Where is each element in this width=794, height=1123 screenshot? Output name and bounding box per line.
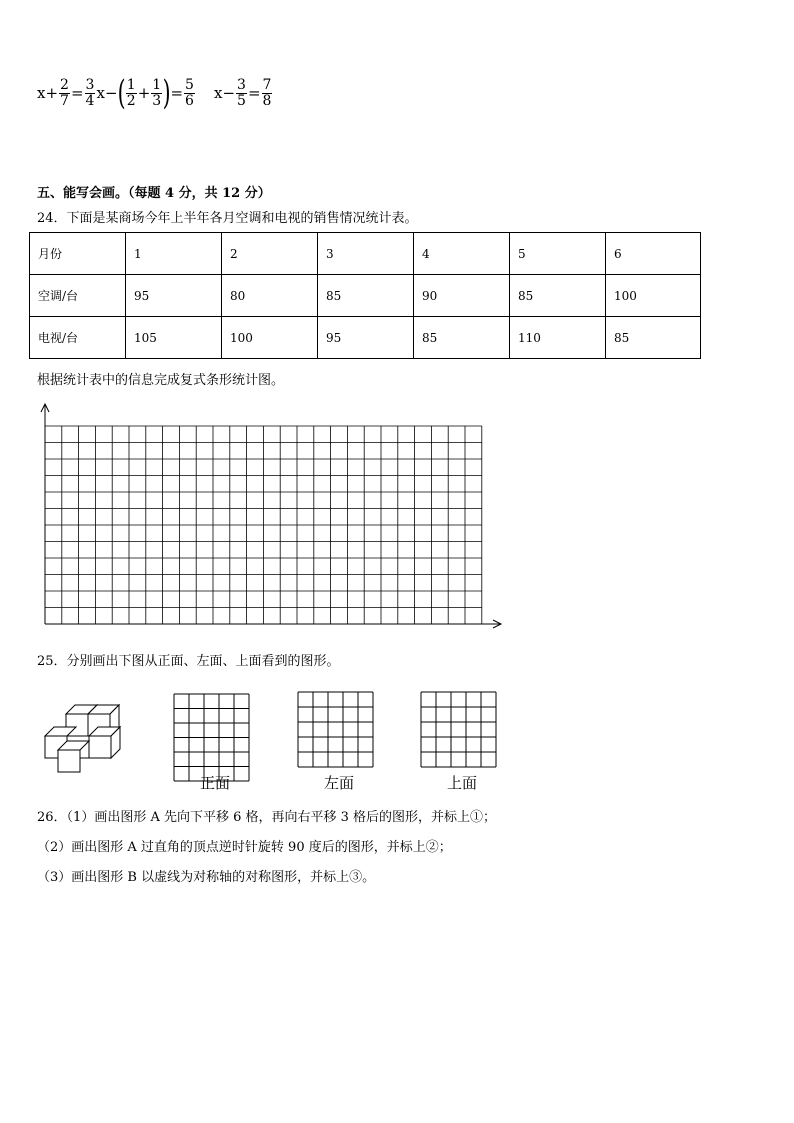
table-cell: 空调/台 — [30, 275, 126, 317]
numerator: 1 — [152, 76, 162, 93]
denominator: 2 — [126, 92, 136, 109]
view-label-top: 上面 — [447, 774, 478, 792]
table-cell: 95 — [318, 317, 414, 359]
table-row — [30, 233, 701, 275]
table-cell: 80 — [222, 275, 318, 317]
table-cell: 电视/台 — [30, 317, 126, 359]
q26-part2: （2）画出图形 A 过直角的顶点逆时针旋转 90 度后的图形，并标上②； — [37, 840, 452, 855]
equation-line — [37, 73, 273, 113]
table-row — [30, 275, 701, 317]
minus-sign: − — [222, 83, 236, 102]
left-paren: ( — [117, 73, 126, 113]
denominator: 5 — [237, 92, 246, 109]
denominator: 8 — [262, 92, 272, 109]
plus-sign: + — [45, 83, 59, 102]
variable-x: x — [96, 83, 105, 102]
table-cell: 100 — [222, 317, 318, 359]
sales-table — [29, 232, 701, 359]
eq2-x: x — [213, 83, 223, 102]
fraction — [262, 78, 273, 109]
denominator: 3 — [152, 92, 162, 109]
table-cell: 2 — [222, 233, 318, 275]
fraction — [126, 78, 137, 109]
section-title: 五、能写会画。（每题 4 分，共 12 分） — [37, 186, 271, 201]
q26-part1: 26．（1）画出图形 A 先向下平移 6 格，再向右平移 3 格后的图形，并标上①； — [37, 810, 497, 825]
plus-sign: + — [137, 83, 151, 102]
fraction — [151, 78, 162, 109]
q24-instruction: 根据统计表中的信息完成复式条形统计图。 — [37, 373, 285, 388]
table-cell: 3 — [318, 233, 414, 275]
view-label-left: 左面 — [324, 774, 355, 792]
equals-sign: = — [247, 83, 261, 102]
table-cell: 95 — [126, 275, 222, 317]
table-cell: 100 — [606, 275, 701, 317]
cube-stack-icon — [45, 705, 120, 772]
table-cell: 110 — [510, 317, 606, 359]
left-view-grid — [298, 692, 373, 767]
table-row — [30, 317, 701, 359]
numerator: 7 — [262, 76, 272, 93]
fraction — [236, 78, 247, 109]
table-cell: 月份 — [30, 233, 126, 275]
denominator: 4 — [85, 92, 95, 109]
eq1-x: x — [37, 83, 46, 102]
numerator: 1 — [126, 76, 136, 93]
denominator: 6 — [185, 92, 194, 109]
numerator: 5 — [185, 76, 194, 93]
table-cell: 4 — [414, 233, 510, 275]
fraction — [85, 78, 96, 109]
numerator: 3 — [85, 76, 95, 93]
table-cell: 1 — [126, 233, 222, 275]
table-cell: 105 — [126, 317, 222, 359]
q26-part3: （3）画出图形 B 以虚线为对称轴的对称图形，并标上③。 — [37, 870, 376, 885]
equals-sign: = — [170, 83, 184, 102]
numerator: 3 — [237, 76, 246, 93]
table-cell: 5 — [510, 233, 606, 275]
equals-sign: = — [70, 83, 84, 102]
front-view-grid — [174, 694, 249, 781]
table-cell: 85 — [318, 275, 414, 317]
table-cell: 6 — [606, 233, 701, 275]
right-paren: ) — [162, 73, 171, 113]
fraction — [184, 78, 195, 109]
top-view-grid — [421, 692, 496, 767]
denominator: 7 — [60, 92, 69, 109]
q25-prompt: 25．分别画出下图从正面、左面、上面看到的图形。 — [37, 654, 340, 669]
numerator: 2 — [60, 76, 69, 93]
table-cell: 90 — [414, 275, 510, 317]
minus-sign: − — [104, 83, 118, 102]
table-cell: 85 — [510, 275, 606, 317]
view-label-front: 正面 — [200, 774, 231, 792]
q25-figures — [40, 688, 520, 798]
blank-chart-grid — [36, 400, 506, 630]
table-cell: 85 — [414, 317, 510, 359]
q24-prompt: 24．下面是某商场今年上半年各月空调和电视的销售情况统计表。 — [37, 211, 418, 226]
fraction — [59, 78, 70, 109]
table-cell: 85 — [606, 317, 701, 359]
